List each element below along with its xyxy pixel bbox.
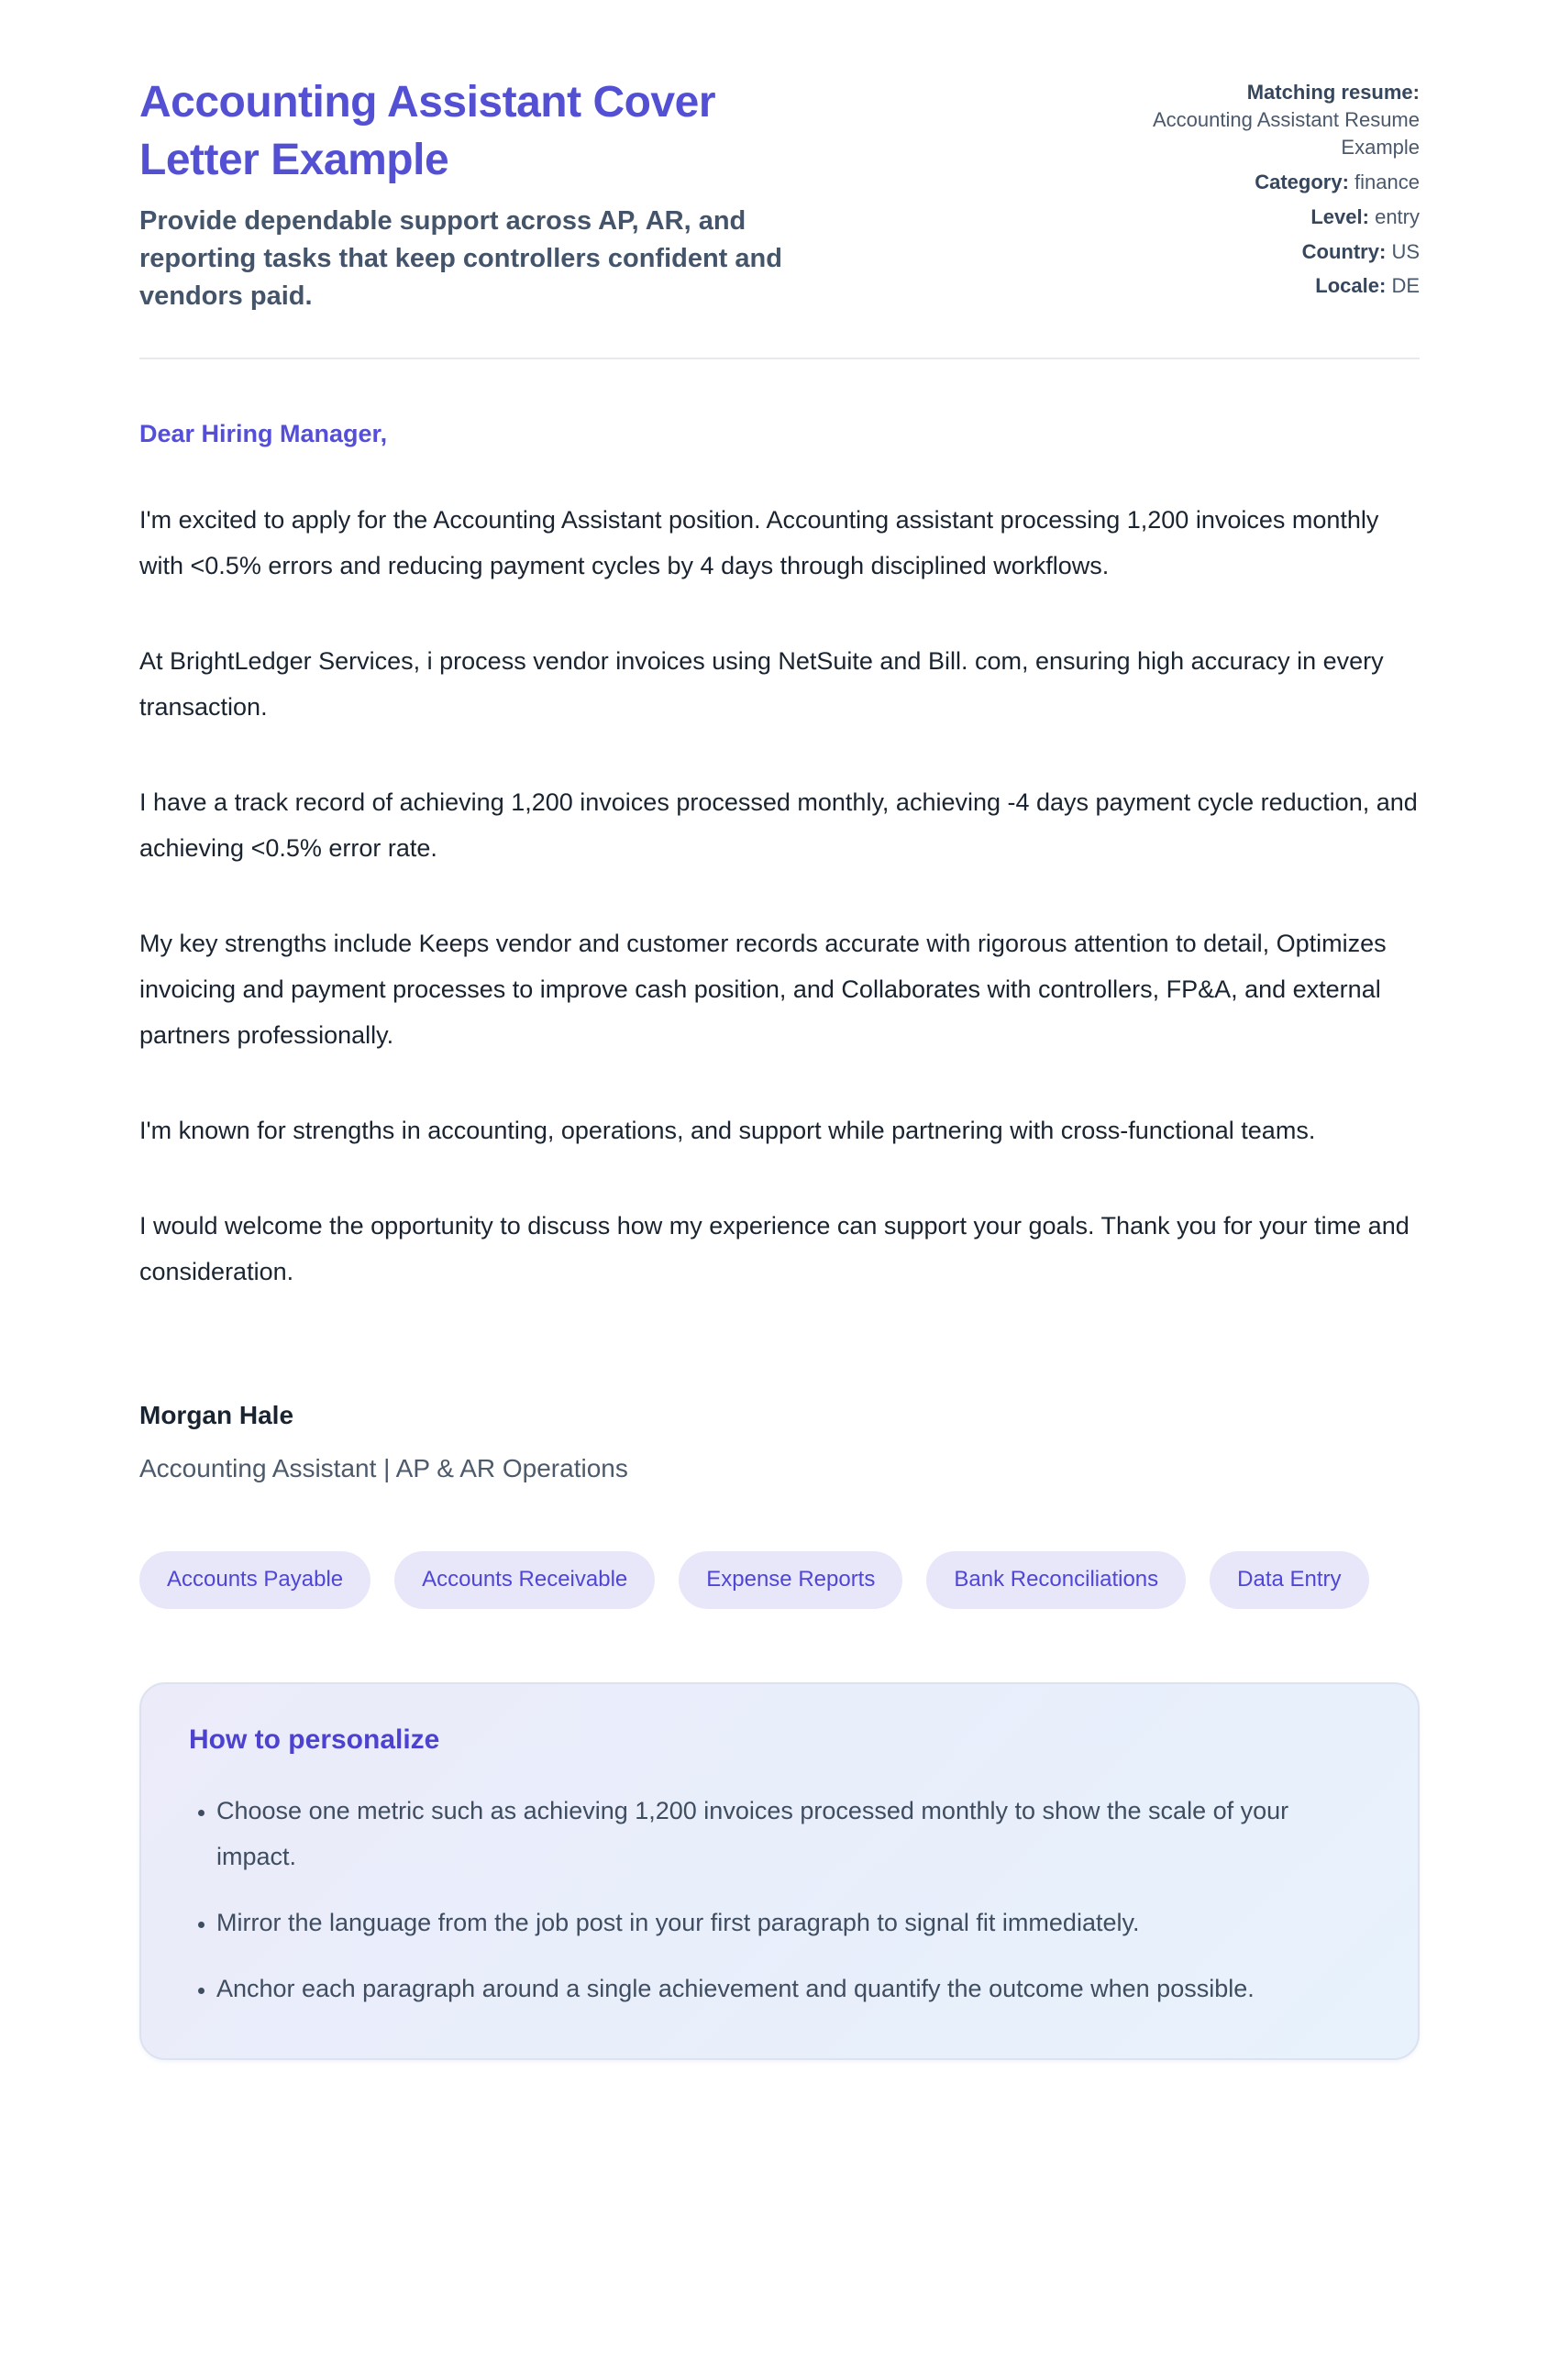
meta-label-level: Level: bbox=[1310, 204, 1369, 228]
page-title: Accounting Assistant Cover Letter Example bbox=[139, 78, 715, 185]
signature-name: Morgan Hale bbox=[139, 1401, 294, 1430]
skill-tag-accounts-receivable: Accounts Receivable bbox=[394, 1551, 655, 1609]
meta-row-matching-resume bbox=[1089, 79, 1420, 161]
meta-label-country: Country: bbox=[1301, 239, 1387, 263]
skill-tag-list bbox=[139, 1551, 1420, 1609]
meta-panel bbox=[1089, 73, 1420, 307]
letter-paragraph-5: I'm known for strengths in accounting, operations, and support while partnering with cross-functional teams. bbox=[139, 1116, 1316, 1144]
meta-row-level bbox=[1089, 204, 1420, 231]
page-header bbox=[139, 73, 1420, 315]
meta-label-locale: Locale: bbox=[1315, 274, 1387, 298]
letter-paragraph-6: I would welcome the opportunity to discuss how my experience can support your goals. Thank you for your time and consideration. bbox=[139, 1211, 1410, 1285]
letter-paragraph-4: My key strengths include Keeps vendor and customer records accurate with rigorous attention to detail, Optimizes invoicing and payment processes to improve cash position, and Collaborates with controllers, FP&A, and external partners professionally. bbox=[139, 929, 1387, 1049]
meta-value-matching-resume: Accounting Assistant Resume Example bbox=[1152, 107, 1420, 159]
skill-tag-accounts-payable: Accounts Payable bbox=[139, 1551, 370, 1609]
meta-label-matching-resume: Matching resume: bbox=[1246, 81, 1420, 104]
tip-box-title: How to personalize bbox=[189, 1724, 440, 1756]
skill-tag-data-entry: Data Entry bbox=[1210, 1551, 1368, 1609]
how-to-personalize-box bbox=[139, 1682, 1420, 2060]
header-divider bbox=[139, 358, 1420, 359]
meta-value-country: US bbox=[1391, 239, 1420, 263]
skill-tag-expense-reports: Expense Reports bbox=[679, 1551, 902, 1609]
page-subtitle: Provide dependable support across AP, AR, and reporting tasks that keep controllers confident and vendors paid. bbox=[139, 205, 782, 312]
meta-row-country bbox=[1089, 238, 1420, 266]
tip-item-3: • Anchor each paragraph around a single achievement and quantify the outcome when possible. bbox=[216, 1967, 1370, 2012]
tip-item-2: • Mirror the language from the job post in your first paragraph to signal fit immediately. bbox=[216, 1901, 1370, 1946]
letter-body bbox=[139, 420, 1420, 2060]
letter-paragraph-2: At BrightLedger Services, i process vendor invoices using NetSuite and Bill. com, ensuring high accuracy in every transaction. bbox=[139, 647, 1384, 722]
salutation: Dear Hiring Manager, bbox=[139, 420, 388, 448]
skill-tag-bank-reconciliations: Bank Reconciliations bbox=[926, 1551, 1186, 1609]
letter-paragraph-3: I have a track record of achieving 1,200 invoices processed monthly, achieving -4 days payment cycle reduction, and achieving <0.5% error rate. bbox=[139, 788, 1418, 862]
header-title-block bbox=[139, 73, 846, 315]
tip-item-1: • Choose one metric such as achieving 1,200 invoices processed monthly to show the scale of your impact. bbox=[216, 1789, 1370, 1880]
meta-value-level: entry bbox=[1375, 204, 1420, 228]
meta-row-category bbox=[1089, 169, 1420, 196]
meta-value-locale: DE bbox=[1391, 274, 1420, 298]
meta-value-category: finance bbox=[1354, 170, 1420, 193]
tip-list bbox=[189, 1789, 1370, 2012]
signature-title: Accounting Assistant | AP & AR Operations bbox=[139, 1454, 628, 1483]
letter-paragraph-1: I'm excited to apply for the Accounting Assistant position. Accounting assistant processing 1,200 invoices monthly with <0.5% errors and reducing payment cycles by 4 days through disciplined workflows. bbox=[139, 506, 1379, 580]
meta-row-locale bbox=[1089, 272, 1420, 300]
meta-label-category: Category: bbox=[1255, 170, 1349, 193]
